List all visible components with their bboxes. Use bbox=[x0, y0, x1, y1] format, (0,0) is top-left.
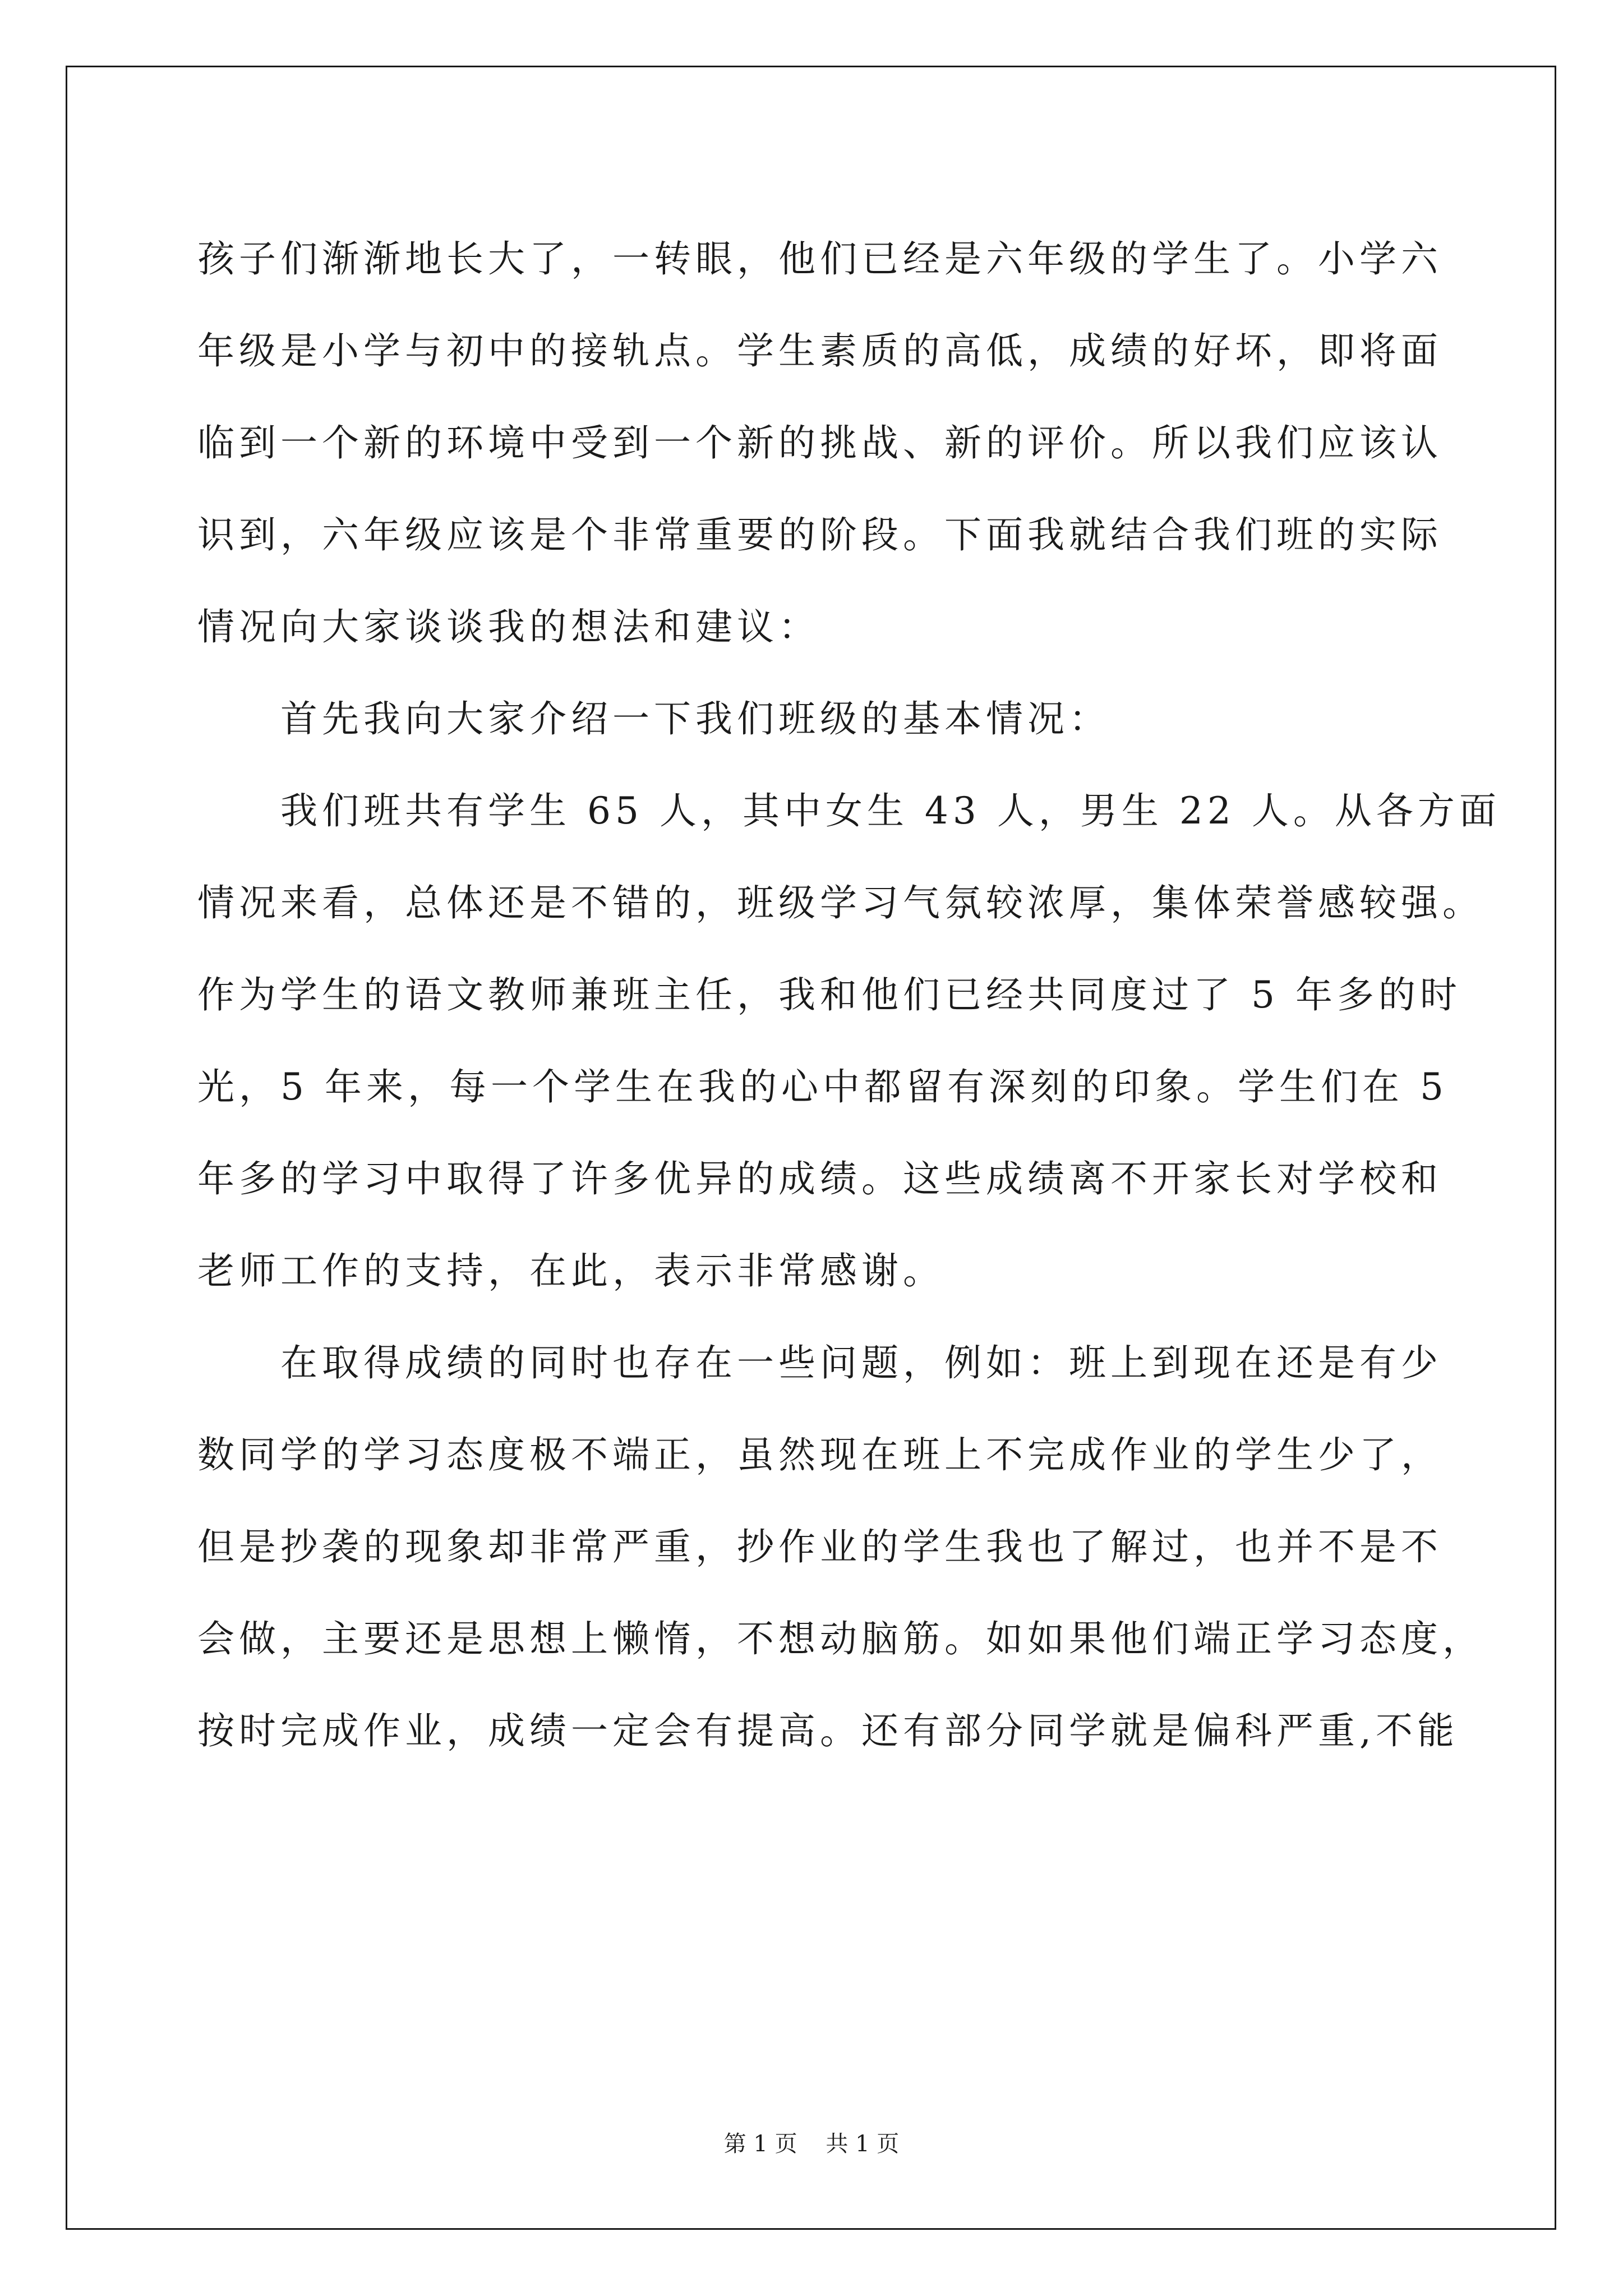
text-line: 老师工作的支持，在此，表示非常感谢。 bbox=[197, 1249, 944, 1292]
text-line: 识到，六年级应该是个非常重要的阶段。下面我就结合我们班的实际 bbox=[197, 513, 1442, 556]
text-line: 按时完成作业，成绩一定会有提高。还有部分同学就是偏科严重,不能 bbox=[197, 1709, 1459, 1752]
text-line: 数同学的学习态度极不端正，虽然现在班上不完成作业的学生少了， bbox=[197, 1433, 1442, 1476]
page-number-footer: 第 1 页 共 1 页 bbox=[723, 2131, 900, 2157]
text-line: 作为学生的语文教师兼班主任，我和他们已经共同度过了 5 年多的时 bbox=[197, 973, 1461, 1016]
text-line: 孩子们渐渐地长大了，一转眼，他们已经是六年级的学生了。小学六 bbox=[197, 237, 1442, 280]
text-line: 首先我向大家介绍一下我们班级的基本情况： bbox=[280, 697, 1110, 740]
text-line: 情况向大家谈谈我的想法和建议： bbox=[197, 605, 820, 648]
text-line: 光，5 年来，每一个学生在我的心中都留有深刻的印象。学生们在 5 bbox=[197, 1065, 1448, 1108]
text-line: 在取得成绩的同时也存在一些问题，例如：班上到现在还是有少 bbox=[280, 1341, 1442, 1384]
text-line: 我们班共有学生 65 人，其中女生 43 人，男生 22 人。从各方面 bbox=[280, 789, 1501, 832]
text-line: 但是抄袭的现象却非常严重，抄作业的学生我也了解过，也并不是不 bbox=[197, 1525, 1442, 1568]
text-line: 情况来看，总体还是不错的，班级学习气氛较浓厚，集体荣誉感较强。 bbox=[197, 881, 1484, 924]
document-body bbox=[197, 213, 1501, 1777]
text-line: 会做，主要还是思想上懒惰，不想动脑筋。如如果他们端正学习态度， bbox=[197, 1617, 1484, 1660]
text-line: 临到一个新的环境中受到一个新的挑战、新的评价。所以我们应该认 bbox=[197, 421, 1442, 464]
text-line: 年级是小学与初中的接轨点。学生素质的高低，成绩的好坏，即将面 bbox=[197, 329, 1442, 372]
text-line: 年多的学习中取得了许多优异的成绩。这些成绩离不开家长对学校和 bbox=[197, 1157, 1442, 1200]
